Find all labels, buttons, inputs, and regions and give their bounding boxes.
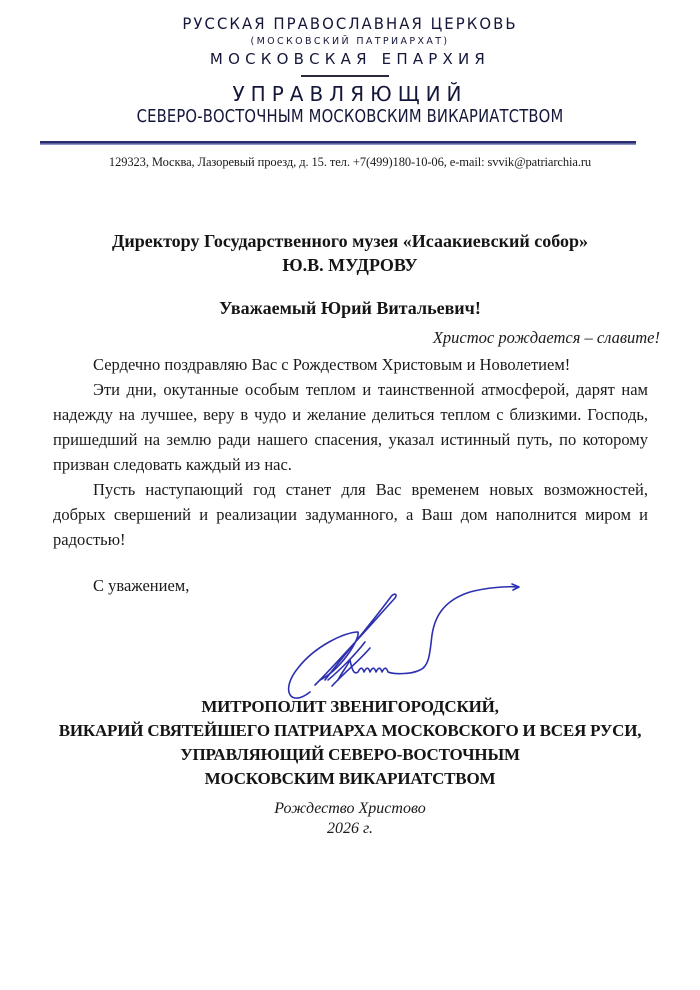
- letterhead-divider: [40, 141, 636, 145]
- body-paragraph: Сердечно поздравляю Вас с Рождеством Христовым и Новолетием!: [93, 355, 571, 374]
- signature-icon: [270, 580, 530, 710]
- letterhead-patriarchate: (МОСКОВСКИЙ ПАТРИАРХАТ): [250, 36, 450, 47]
- letterhead-short-divider: [301, 75, 389, 77]
- letterhead-eparchy: МОСКОВСКАЯ ЕПАРХИЯ: [209, 50, 491, 68]
- addressee-block: [0, 229, 700, 277]
- letterhead-address: 129323, Москва, Лазоревый проезд, д. 15. тел. +7(499)180-10-06, e-mail: svvik@patriarchia.ru: [108, 155, 592, 169]
- addressee-name: Ю.В. МУДРОВУ: [282, 255, 418, 275]
- letter-date: [0, 799, 700, 839]
- greeting: Уважаемый Юрий Витальевич!: [219, 298, 481, 318]
- letterhead-church-name: РУССКАЯ ПРАВОСЛАВНАЯ ЦЕРКОВЬ: [182, 14, 518, 33]
- letter-body: [53, 352, 648, 552]
- signer-line: УПРАВЛЯЮЩИЙ СЕВЕРО-ВОСТОЧНЫМ: [180, 745, 520, 764]
- signer-line: МОСКОВСКИМ ВИКАРИАТСТВОМ: [204, 769, 496, 788]
- closing: С уважением,: [93, 576, 190, 595]
- letterhead-subtitle: СЕВЕРО-ВОСТОЧНЫМ МОСКОВСКИМ ВИКАРИАТСТВОМ: [136, 106, 564, 127]
- date-occasion: Рождество Христово: [274, 800, 426, 817]
- letterhead-title: УПРАВЛЯЮЩИЙ: [232, 82, 468, 106]
- date-year: 2026 г.: [326, 820, 374, 837]
- body-paragraph: Пусть наступающий год станет для Вас временем новых возможностей, добрых свершений и реализации задуманного, а Ваш дом наполнится миром и радостью!: [53, 480, 648, 549]
- signer-line: МИТРОПОЛИТ ЗВЕНИГОРОДСКИЙ,: [201, 697, 499, 716]
- signer-line: ВИКАРИЙ СВЯТЕЙШЕГО ПАТРИАРХА МОСКОВСКОГО И ВСЕЯ РУСИ,: [58, 721, 642, 740]
- body-paragraph: Эти дни, окутанные особым теплом и таинственной атмосферой, дарят нам надежду на лучшее, веру в чудо и желание делиться теплом с близкими. Господь, пришедший на землю ради нашего спасения, указал истинный путь, по которому призван следовать каждый из нас.: [53, 380, 648, 474]
- epigraph: Христос рождается – славите!: [432, 328, 660, 347]
- signer-title: [0, 695, 700, 791]
- addressee-position: Директору Государственного музея «Исаакиевский собор»: [111, 231, 589, 251]
